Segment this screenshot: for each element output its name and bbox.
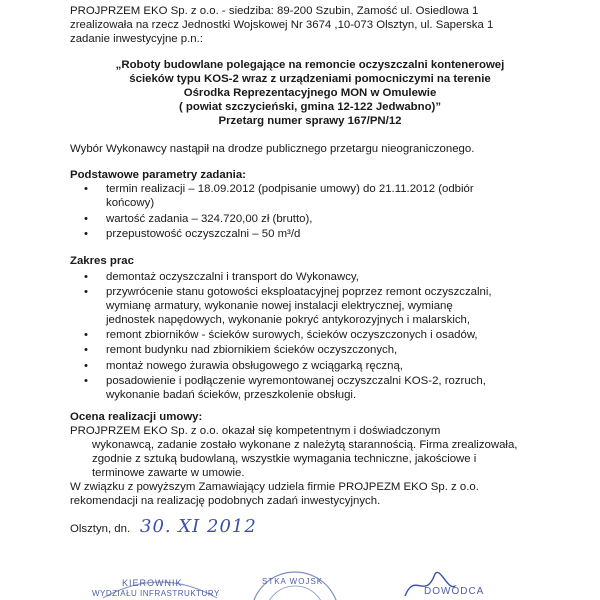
header-line-2: zrealizowała na rzecz Jednostki Wojskowej Nr 3674 ,10-073 Olsztyn, ul. Saperska 1 <box>70 19 494 31</box>
title-line-3: Ośrodka Reprezentacyjnego MON w Omulewie <box>183 87 437 99</box>
evaluation-line-3: zgodnie z sztuką budowlaną, wszystkie wymagania techniczne, jakościowe i <box>92 453 477 465</box>
params-item-1-line-1: termin realizacji – 18.09.2012 (podpisanie umowy) do 21.11.2012 (odbiór <box>106 183 474 195</box>
handwritten-date: 30. XI 2012 <box>140 516 257 537</box>
scope-heading: Zakres prac <box>70 255 134 267</box>
scope-item-2-line-3: jednostek napędowych, wykonanie pokryć antykorozyjnych i malarskich, <box>106 314 471 326</box>
scope-item-3: remont zbiorników - ścieków surowych, ścieków oczyszczonych i osadów, <box>106 329 478 341</box>
scope-item-6-line-1: posadowienie i podłączenie wyremontowanej oczyszczalni KOS-2, rozruch, <box>106 375 486 387</box>
title-line-5: Przetarg numer sprawy 167/PN/12 <box>218 115 402 127</box>
bullet-icon: • <box>84 183 88 195</box>
header-line-1: PROJPRZEM EKO Sp. z o.o. - siedziba: 89-200 Szubin, Zamość ul. Osiedlowa 1 <box>70 5 479 17</box>
scope-item-2-line-2: wymianę armatury, wykonanie nowej instalacji elektrycznej, wymianę <box>106 300 453 312</box>
evaluation-heading: Ocena realizacji umowy: <box>70 411 203 423</box>
scope-item-6-line-2: wykonanie badań ścieków, przeszkolenie obsługi. <box>106 389 357 401</box>
scope-item-2-line-1: przywrócenie stanu gotowości eksploatacyjnej poprzez remont oczyszczalni, <box>106 286 492 298</box>
stamp-right-text: DOWÓDCA <box>424 586 485 597</box>
scope-item-1: demontaż oczyszczalni i transport do Wykonawcy, <box>106 271 359 283</box>
params-heading: Podstawowe parametry zadania: <box>70 169 246 181</box>
params-item-3: przepustowość oczyszczalni – 50 m³/d <box>106 228 301 240</box>
bullet-icon: • <box>84 228 88 240</box>
stamp-left-line-2: WYDZIAŁU INFRASTRUKTURY <box>92 589 220 598</box>
evaluation-line-4: terminowe zawarte w umowie. <box>92 467 245 479</box>
evaluation-line-2: wykonawcą, zadanie zostało wykonane z należytą starannością. Firma zrealizowała, <box>92 439 518 451</box>
title-line-1: „Roboty budowlane polegające na remoncie oczyszczalni kontenerowej <box>115 59 505 71</box>
title-line-2: ścieków typu KOS-2 wraz z urządzeniami pomocniczymi na terenie <box>129 73 491 85</box>
bullet-icon: • <box>84 271 88 283</box>
evaluation-line-6: rekomendacji na realizację podobnych zadań inwestycyjnych. <box>70 495 381 507</box>
scope-item-4: remont budynku nad zbiornikiem ścieków oczyszczonych, <box>106 344 398 356</box>
selection-text: Wybór Wykonawcy nastąpił na drodze publicznego przetargu nieograniczonego. <box>70 143 475 155</box>
bullet-icon: • <box>84 375 88 387</box>
bullet-icon: • <box>84 360 88 372</box>
header-line-3: zadanie inwestycyjne p.n.: <box>70 33 203 45</box>
params-item-2: wartość zadania – 324.720,00 zł (brutto), <box>106 213 313 225</box>
place-label: Olsztyn, dn. <box>70 523 131 535</box>
scope-item-5: montaż nowego żurawia obsługowego z wciągarką ręczną, <box>106 360 403 372</box>
stamp-center-text: STKA WOJSK <box>262 577 324 586</box>
params-item-1-line-2: końcowy) <box>106 197 155 209</box>
title-line-4: ( powiat szczycieński, gmina 12-122 Jedwabno)” <box>178 101 442 113</box>
evaluation-line-1: PROJPRZEM EKO Sp. z o.o. okazał się kompetentnym i doświadczonym <box>70 425 441 437</box>
bullet-icon: • <box>84 286 88 298</box>
evaluation-line-5: W związku z powyższym Zamawiający udziela firmie PROJPEZM EKO Sp. z o.o. <box>70 481 479 493</box>
bullet-icon: • <box>84 344 88 356</box>
bullet-icon: • <box>84 329 88 341</box>
bullet-icon: • <box>84 213 88 225</box>
stamp-left-line-1: KIEROWNIK <box>122 578 183 588</box>
